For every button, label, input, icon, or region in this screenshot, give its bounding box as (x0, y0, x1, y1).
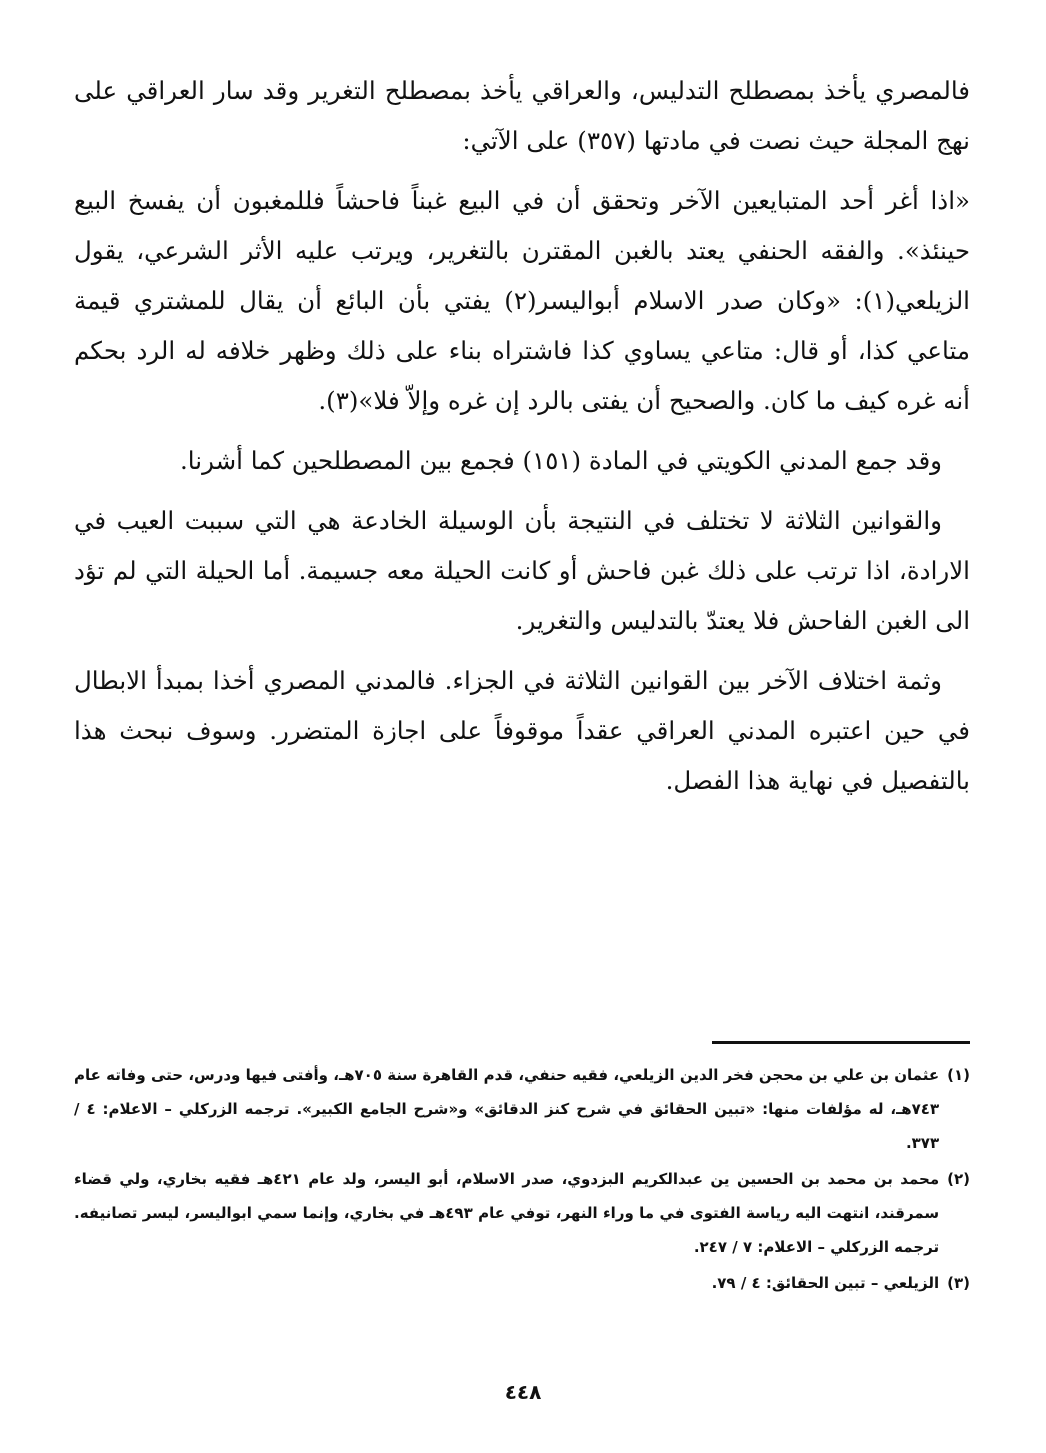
footnote-separator (712, 1041, 970, 1044)
page-number: ٤٤٨ (504, 1380, 542, 1404)
footnote-text: محمد بن محمد بن الحسين ين عبدالكريم البزدوي، صدر الاسلام، أبو اليسر، ولد عام ٤٢١هـ فقيه بخاري، ولي قضاء سمرقند، انتهت اليه رياسة الفتوى في ما وراء النهر، توفي عام ٤٩٣هـ في بخاري، وإنما سمي ابواليسر، ليسر تصانيفه. ترجمه الزركلي – الاعلام: ٧ / ٢٤٧. (74, 1170, 940, 1256)
paragraph: «اذا أغر أحد المتبايعين الآخر وتحقق أن في البيع غبناً فاحشاً فللمغبون أن يفسخ البيع حينئذ». والفقه الحنفي يعتد بالغبن المقترن بالتغرير، ويرتب عليه الأثر الشرعي، يقول الزيلعي(١): «وكان صدر الاسلام أبواليسر(٢) يفتي بأن البائع أن يقال للمشتري قيمة متاعي كذا، أو قال: متاعي يساوي كذا فاشتراه بناء على ذلك وظهر خلافه له الرد بحكم أنه غره كيف ما كان. والصحيح أن يفتى بالرد إن غره وإلاّ فلا»(٣). (74, 186, 970, 415)
footnote-2 (74, 1162, 970, 1264)
paragraph: وثمة اختلاف الآخر بين القوانين الثلاثة في الجزاء. فالمدني المصري أخذا بمبدأ الابطال في حين اعتبره المدني العراقي عقداً موقوفاً على اجازة المتضرر. وسوف نبحث هذا بالتفصيل في نهاية هذا الفصل. (74, 666, 970, 795)
paragraph: فالمصري يأخذ بمصطلح التدليس، والعراقي يأخذ بمصطلح التغرير وقد سار العراقي على نهج المجلة حيث نصت في مادتها (٣٥٧) على الآتي: (74, 76, 970, 155)
footnote-number: (٢) (947, 1170, 970, 1188)
footnote-number: (٣) (947, 1274, 970, 1292)
main-text (74, 66, 970, 816)
footnote-1 (74, 1058, 970, 1160)
footnotes (74, 1058, 970, 1302)
footnote-text: الزيلعي – تبين الحقائق: ٤ / ٧٩. (711, 1274, 940, 1292)
paragraph: والقوانين الثلاثة لا تختلف في النتيجة بأن الوسيلة الخادعة هي التي سببت العيب في الارادة، اذا ترتب على ذلك غبن فاحش أو كانت الحيلة معه جسيمة. أما الحيلة التي لم تؤد الى الغبن الفاحش فلا يعتدّ بالتدليس والتغرير. (74, 506, 970, 635)
footnote-number: (١) (947, 1066, 970, 1084)
paragraph: وقد جمع المدني الكويتي في المادة (١٥١) فجمع بين المصطلحين كما أشرنا. (180, 446, 942, 475)
footnote-3 (74, 1266, 970, 1300)
footnote-text: عثمان بن علي بن محجن فخر الدين الزيلعي، فقيه حنفي، قدم القاهرة سنة ٧٠٥هـ، وأفتى فيها ودرس، حتى وفاته عام ٧٤٣هـ، له مؤلفات منها: «تبين الحقائق في شرح كنز الدقائق» و«شرح الجامع الكبير». ترجمه الزركلي – الاعلام: ٤ / ٣٧٣. (74, 1066, 940, 1152)
